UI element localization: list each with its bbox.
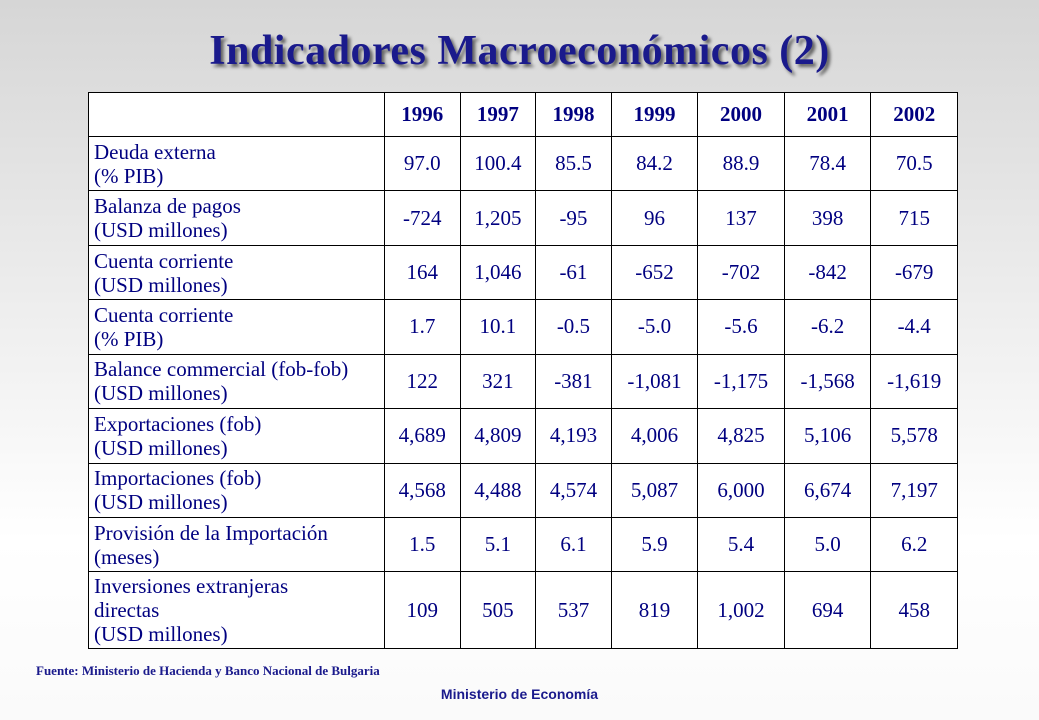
row-label xyxy=(89,300,385,354)
table-cell: 5,106 xyxy=(784,409,871,463)
table-row-cuenta-corriente-pib xyxy=(89,300,958,354)
table-cell: -4.4 xyxy=(871,300,958,354)
row-label-line: Provisión de la Importación xyxy=(94,520,328,545)
table-cell: 164 xyxy=(385,245,461,299)
year-header: 1999 xyxy=(611,93,698,137)
table-cell: 4,488 xyxy=(460,463,536,517)
table-cell: -381 xyxy=(536,354,612,408)
row-label-line: (USD millones) xyxy=(94,490,228,515)
row-label-line: (USD millones) xyxy=(94,272,228,297)
table-cell: 1.7 xyxy=(385,300,461,354)
table-cell: -702 xyxy=(698,245,785,299)
header-row xyxy=(89,93,958,137)
table-cell: -6.2 xyxy=(784,300,871,354)
table-row-cuenta-corriente-usd xyxy=(89,245,958,299)
table-cell: -679 xyxy=(871,245,958,299)
table-cell: 5.1 xyxy=(460,517,536,571)
row-label xyxy=(89,517,385,571)
table-cell: -1,081 xyxy=(611,354,698,408)
table-cell: 109 xyxy=(385,572,461,649)
row-label xyxy=(89,137,385,191)
table-cell: 88.9 xyxy=(698,137,785,191)
table-cell: 5.9 xyxy=(611,517,698,571)
table-cell: -5.6 xyxy=(698,300,785,354)
page-title: Indicadores Macroeconómicos (2) xyxy=(209,28,830,74)
table-cell: 398 xyxy=(784,191,871,245)
table-cell: 4,809 xyxy=(460,409,536,463)
table-cell: 4,574 xyxy=(536,463,612,517)
table-cell: 96 xyxy=(611,191,698,245)
table-cell: -1,175 xyxy=(698,354,785,408)
row-label-line: (meses) xyxy=(94,544,160,569)
table-cell: -5.0 xyxy=(611,300,698,354)
table-row-inversiones-extranjeras xyxy=(89,572,958,649)
table-cell: 6,674 xyxy=(784,463,871,517)
row-label xyxy=(89,245,385,299)
table-cell: 5.0 xyxy=(784,517,871,571)
row-label xyxy=(89,409,385,463)
table-cell: 78.4 xyxy=(784,137,871,191)
table-row-deuda-externa xyxy=(89,137,958,191)
row-label-line: Inversiones extranjeras xyxy=(94,574,289,599)
table-cell: 5,087 xyxy=(611,463,698,517)
year-header: 1996 xyxy=(385,93,461,137)
table-cell: 537 xyxy=(536,572,612,649)
year-header: 1998 xyxy=(536,93,612,137)
table-row-balance-commercial xyxy=(89,354,958,408)
table-cell: 10.1 xyxy=(460,300,536,354)
table-cell: 4,006 xyxy=(611,409,698,463)
table-cell: -652 xyxy=(611,245,698,299)
table-cell: 1,002 xyxy=(698,572,785,649)
table-cell: 100.4 xyxy=(460,137,536,191)
table-cell: 122 xyxy=(385,354,461,408)
row-label xyxy=(89,463,385,517)
table-cell: 1,205 xyxy=(460,191,536,245)
table-cell: -95 xyxy=(536,191,612,245)
row-label xyxy=(89,572,385,649)
year-header: 2000 xyxy=(698,93,785,137)
row-label-line: (USD millones) xyxy=(94,622,228,647)
table-cell: 321 xyxy=(460,354,536,408)
table-cell: 1.5 xyxy=(385,517,461,571)
source-note: Fuente: Ministerio de Hacienda y Banco Nacional de Bulgaria xyxy=(36,663,380,678)
table-cell: 85.5 xyxy=(536,137,612,191)
table-cell: 819 xyxy=(611,572,698,649)
year-header: 1997 xyxy=(460,93,536,137)
table-cell: 6.1 xyxy=(536,517,612,571)
table-cell: 6.2 xyxy=(871,517,958,571)
table-row-exportaciones xyxy=(89,409,958,463)
corner-cell xyxy=(89,93,385,137)
footer-ministry: Ministerio de Economía xyxy=(440,686,599,702)
row-label xyxy=(89,191,385,245)
table-cell: 7,197 xyxy=(871,463,958,517)
table-cell: 5,578 xyxy=(871,409,958,463)
macro-indicators-table xyxy=(88,92,958,649)
table-cell: 97.0 xyxy=(385,137,461,191)
table-cell: 1,046 xyxy=(460,245,536,299)
table-cell: -842 xyxy=(784,245,871,299)
row-label-line: (USD millones) xyxy=(94,381,228,406)
row-label xyxy=(89,354,385,408)
row-label-line: directas xyxy=(94,598,160,623)
row-label-line: (USD millones) xyxy=(94,218,228,243)
table-cell: 4,825 xyxy=(698,409,785,463)
table-cell: 84.2 xyxy=(611,137,698,191)
table-row-balanza-pagos xyxy=(89,191,958,245)
table-cell: 70.5 xyxy=(871,137,958,191)
table-cell: 4,193 xyxy=(536,409,612,463)
row-label-line: (USD millones) xyxy=(94,435,228,460)
row-label-line: Cuenta corriente xyxy=(94,302,234,327)
row-label-line: Importaciones (fob) xyxy=(94,466,262,491)
table-cell: 715 xyxy=(871,191,958,245)
table-cell: 505 xyxy=(460,572,536,649)
row-label-line: (% PIB) xyxy=(94,326,164,351)
table-cell: 6,000 xyxy=(698,463,785,517)
table-cell: 137 xyxy=(698,191,785,245)
table-cell: -61 xyxy=(536,245,612,299)
table-cell: 694 xyxy=(784,572,871,649)
table-row-importaciones xyxy=(89,463,958,517)
table-cell: 458 xyxy=(871,572,958,649)
table-cell: 4,689 xyxy=(385,409,461,463)
row-label-line: Balance commercial (fob-fob) xyxy=(94,357,349,382)
table-cell: -1,619 xyxy=(871,354,958,408)
table-cell: -724 xyxy=(385,191,461,245)
row-label-line: Exportaciones (fob) xyxy=(94,411,262,436)
table-cell: 5.4 xyxy=(698,517,785,571)
table-cell: 4,568 xyxy=(385,463,461,517)
table-row-provision-importacion xyxy=(89,517,958,571)
row-label-line: (% PIB) xyxy=(94,163,164,188)
year-header: 2001 xyxy=(784,93,871,137)
table-cell: -0.5 xyxy=(536,300,612,354)
table-cell: -1,568 xyxy=(784,354,871,408)
year-header: 2002 xyxy=(871,93,958,137)
row-label-line: Cuenta corriente xyxy=(94,248,234,273)
row-label-line: Deuda externa xyxy=(94,139,216,164)
row-label-line: Balanza de pagos xyxy=(94,194,241,219)
